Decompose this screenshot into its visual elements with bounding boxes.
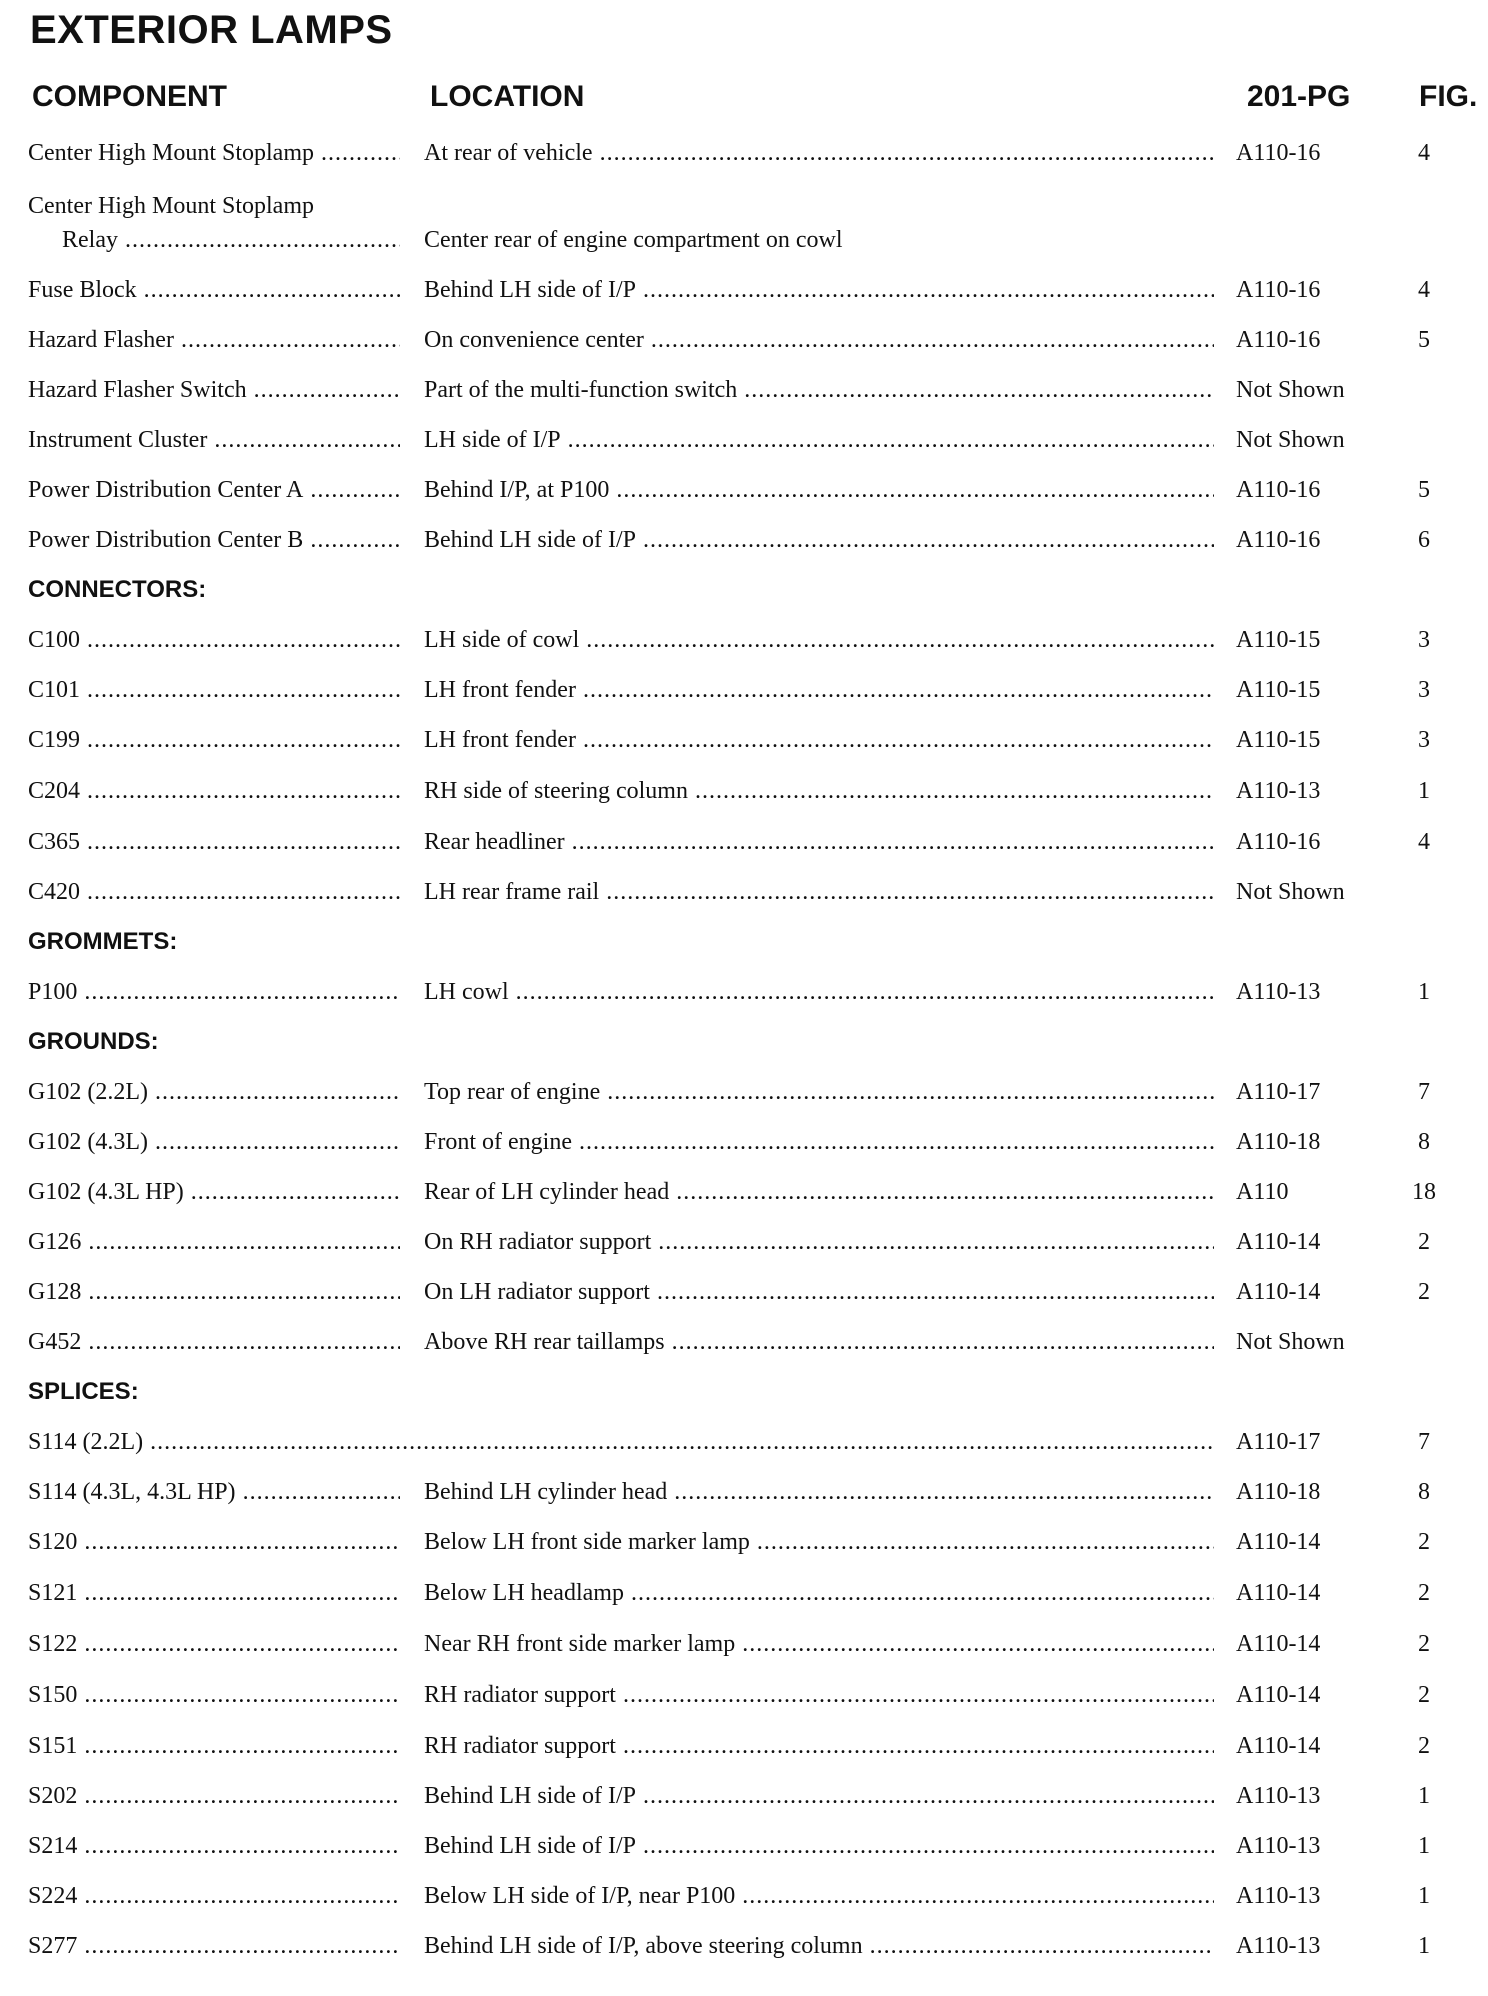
location-cell: LH front fender ..... — [424, 720, 1214, 760]
table-row — [0, 1422, 1488, 1462]
page-cell: A110-13 — [1236, 1933, 1321, 1959]
section-heading-connectors: CONNECTORS: — [28, 576, 207, 603]
location-cell: Behind LH side of I/P ..... — [424, 1776, 1214, 1816]
component-cell: Hazard Flasher ..... — [28, 320, 400, 360]
fig-cell: 4 — [1418, 140, 1430, 166]
component-cell: C204 ..... — [28, 771, 400, 811]
fig-cell: 1 — [1418, 1933, 1430, 1959]
component-cell: C101 ..... — [28, 670, 400, 710]
component-cell: S224 ..... — [28, 1876, 400, 1916]
component-cell: S114 (4.3L, 4.3L HP) ..... — [28, 1472, 400, 1512]
location-cell: Rear headliner ..... — [424, 822, 1214, 862]
component-cell: G126 ..... — [28, 1222, 400, 1262]
table-row — [0, 1472, 1488, 1512]
page-cell: A110-16 — [1236, 527, 1321, 553]
table-row — [0, 872, 1488, 912]
page-cell: A110-18 — [1236, 1129, 1321, 1155]
page-cell: A110-16 — [1236, 277, 1321, 303]
location-cell: Behind I/P, at P100 ..... — [424, 470, 1214, 510]
section-heading-grounds: GROUNDS: — [28, 1028, 159, 1055]
component-cell: Power Distribution Center B ..... — [28, 520, 400, 560]
table-row — [0, 470, 1488, 510]
page-cell: A110-16 — [1236, 829, 1321, 855]
location-cell: Below LH headlamp ..... — [424, 1573, 1214, 1613]
fig-cell: 2 — [1418, 1733, 1430, 1759]
location-cell: LH rear frame rail ..... — [424, 872, 1214, 912]
component-cell: S151 ..... — [28, 1726, 400, 1766]
table-row — [0, 1726, 1488, 1766]
component-cell: Instrument Cluster ..... — [28, 420, 400, 460]
table-row — [0, 720, 1488, 760]
page-cell: A110-14 — [1236, 1682, 1321, 1708]
location-cell: On LH radiator support ..... — [424, 1272, 1214, 1312]
table-row — [0, 1322, 1488, 1362]
table-row — [0, 1272, 1488, 1312]
location-cell: Behind LH cylinder head ..... — [424, 1472, 1214, 1512]
page-cell: A110-17 — [1236, 1429, 1321, 1455]
fig-cell: 8 — [1418, 1479, 1430, 1505]
fig-cell: 1 — [1418, 1833, 1430, 1859]
location-cell: Center rear of engine compartment on cowl — [424, 227, 843, 253]
table-row — [0, 620, 1488, 660]
page-cell: A110-18 — [1236, 1479, 1321, 1505]
location-cell: Behind LH side of I/P ..... — [424, 270, 1214, 310]
fig-cell: 6 — [1418, 527, 1430, 553]
fig-cell: 3 — [1418, 627, 1430, 653]
location-cell: Below LH front side marker lamp ..... — [424, 1522, 1214, 1562]
component-cell: P100 ..... — [28, 972, 400, 1012]
component-cell: Hazard Flasher Switch ..... — [28, 370, 400, 410]
column-header-location: LOCATION — [430, 80, 585, 113]
page-cell: A110-13 — [1236, 778, 1321, 804]
location-cell: RH radiator support ..... — [424, 1726, 1214, 1766]
component-cell: C365 ..... — [28, 822, 400, 862]
fig-cell: 8 — [1418, 1129, 1430, 1155]
table-row — [0, 972, 1488, 1012]
page-cell: Not Shown — [1236, 1329, 1345, 1355]
page-cell: A110-16 — [1236, 327, 1321, 353]
page-cell: A110-14 — [1236, 1631, 1321, 1657]
component-cell: S121 ..... — [28, 1573, 400, 1613]
table-row — [0, 1624, 1488, 1664]
page-cell: A110-15 — [1236, 677, 1321, 703]
location-cell: Top rear of engine ..... — [424, 1072, 1214, 1112]
page-cell: A110-17 — [1236, 1079, 1321, 1105]
component-cell: Fuse Block ..... — [28, 270, 400, 310]
fig-cell: 5 — [1418, 327, 1430, 353]
table-row — [0, 1573, 1488, 1613]
table-row — [0, 1172, 1488, 1212]
location-cell: Behind LH side of I/P ..... — [424, 520, 1214, 560]
section-heading-grommets: GROMMETS: — [28, 928, 178, 955]
location-cell: LH side of I/P ..... — [424, 420, 1214, 460]
table-row — [0, 1826, 1488, 1866]
table-row — [0, 320, 1488, 360]
fig-cell: 2 — [1418, 1682, 1430, 1708]
fig-cell: 2 — [1418, 1631, 1430, 1657]
fig-cell: 7 — [1418, 1429, 1430, 1455]
fig-cell: 5 — [1418, 477, 1430, 503]
location-cell: At rear of vehicle ..... — [424, 133, 1214, 173]
table-row — [0, 1522, 1488, 1562]
table-row — [0, 771, 1488, 811]
page-cell: A110-14 — [1236, 1279, 1321, 1305]
location-cell: On convenience center ..... — [424, 320, 1214, 360]
location-cell: Front of engine ..... — [424, 1122, 1214, 1162]
component-cell: G452 ..... — [28, 1322, 400, 1362]
page-cell: A110-13 — [1236, 979, 1321, 1005]
table-row — [0, 1072, 1488, 1112]
column-header-component: COMPONENT — [32, 80, 227, 113]
location-cell: RH side of steering column ..... — [424, 771, 1214, 811]
page-cell: A110-15 — [1236, 627, 1321, 653]
page-cell: Not Shown — [1236, 879, 1345, 905]
section-heading-splices: SPLICES: — [28, 1378, 139, 1405]
component-cell: G128 ..... — [28, 1272, 400, 1312]
component-cell: S202 ..... — [28, 1776, 400, 1816]
page-cell: A110 — [1236, 1179, 1289, 1205]
column-header-page: 201-PG — [1247, 80, 1351, 113]
page-cell: A110-14 — [1236, 1733, 1321, 1759]
table-row — [0, 520, 1488, 560]
table-row — [0, 1776, 1488, 1816]
page-title: EXTERIOR LAMPS — [30, 8, 393, 52]
table-row — [0, 1222, 1488, 1262]
fig-cell: 2 — [1418, 1580, 1430, 1606]
location-cell: Below LH side of I/P, near P100 ..... — [424, 1876, 1214, 1916]
page-cell: A110-14 — [1236, 1229, 1321, 1255]
component-cell: S214 ..... — [28, 1826, 400, 1866]
location-cell: RH radiator support ..... — [424, 1675, 1214, 1715]
location-cell: Behind LH side of I/P ..... — [424, 1826, 1214, 1866]
table-row — [0, 133, 1488, 173]
component-cell-continued: Relay ..... — [62, 222, 400, 258]
location-cell: Near RH front side marker lamp ..... — [424, 1624, 1214, 1664]
component-cell: S277 ..... — [28, 1926, 400, 1966]
component-cell: S150 ..... — [28, 1675, 400, 1715]
component-cell: G102 (4.3L HP) ..... — [28, 1172, 400, 1212]
component-cell: Center High Mount Stoplamp ..... — [28, 133, 400, 173]
fig-cell: 18 — [1412, 1179, 1436, 1205]
component-cell: G102 (2.2L) ..... — [28, 1072, 400, 1112]
component-cell: C100 ..... — [28, 620, 400, 660]
page-cell: Not Shown — [1236, 427, 1345, 453]
table-row — [0, 1876, 1488, 1916]
component-cell: Power Distribution Center A ..... — [28, 470, 400, 510]
location-cell: On RH radiator support ..... — [424, 1222, 1214, 1262]
fig-cell: 2 — [1418, 1229, 1430, 1255]
fig-cell: 3 — [1418, 727, 1430, 753]
component-cell: G102 (4.3L) ..... — [28, 1122, 400, 1162]
location-cell: Rear of LH cylinder head ..... — [424, 1172, 1214, 1212]
page-cell: A110-13 — [1236, 1883, 1321, 1909]
table-row — [0, 1926, 1488, 1966]
table-row — [0, 270, 1488, 310]
table-row — [0, 1122, 1488, 1162]
page-cell: A110-13 — [1236, 1783, 1321, 1809]
fig-cell: 1 — [1418, 1883, 1430, 1909]
page-cell: A110-16 — [1236, 140, 1321, 166]
column-header-fig: FIG. — [1419, 80, 1478, 113]
location-cell: LH side of cowl ..... — [424, 620, 1214, 660]
fig-cell: 2 — [1418, 1279, 1430, 1305]
fig-cell: 3 — [1418, 677, 1430, 703]
page-cell: Not Shown — [1236, 377, 1345, 403]
page-cell: A110-14 — [1236, 1580, 1321, 1606]
fig-cell: 2 — [1418, 1529, 1430, 1555]
location-cell: LH front fender ..... — [424, 670, 1214, 710]
location-cell: LH cowl ..... — [424, 972, 1214, 1012]
table-row — [0, 420, 1488, 460]
component-cell: Center High Mount Stoplamp — [28, 193, 314, 219]
page-cell: A110-16 — [1236, 477, 1321, 503]
location-cell: Behind LH side of I/P, above steering column ..... — [424, 1926, 1214, 1966]
fig-cell: 4 — [1418, 829, 1430, 855]
table-row — [0, 670, 1488, 710]
page-cell: A110-14 — [1236, 1529, 1321, 1555]
location-cell: Part of the multi-function switch ..... — [424, 370, 1214, 410]
fig-cell: 7 — [1418, 1079, 1430, 1105]
table-row — [0, 188, 1488, 258]
fig-cell: 1 — [1418, 1783, 1430, 1809]
page-cell: A110-15 — [1236, 727, 1321, 753]
component-cell: S114 (2.2L) ..... — [28, 1422, 1214, 1462]
fig-cell: 4 — [1418, 277, 1430, 303]
table-row — [0, 1675, 1488, 1715]
page-cell: A110-13 — [1236, 1833, 1321, 1859]
fig-cell: 1 — [1418, 979, 1430, 1005]
component-cell: C420 ..... — [28, 872, 400, 912]
location-cell: Above RH rear taillamps ..... — [424, 1322, 1214, 1362]
component-cell: S122 ..... — [28, 1624, 400, 1664]
component-cell: C199 ..... — [28, 720, 400, 760]
component-cell: S120 ..... — [28, 1522, 400, 1562]
table-row — [0, 822, 1488, 862]
fig-cell: 1 — [1418, 778, 1430, 804]
table-row — [0, 370, 1488, 410]
